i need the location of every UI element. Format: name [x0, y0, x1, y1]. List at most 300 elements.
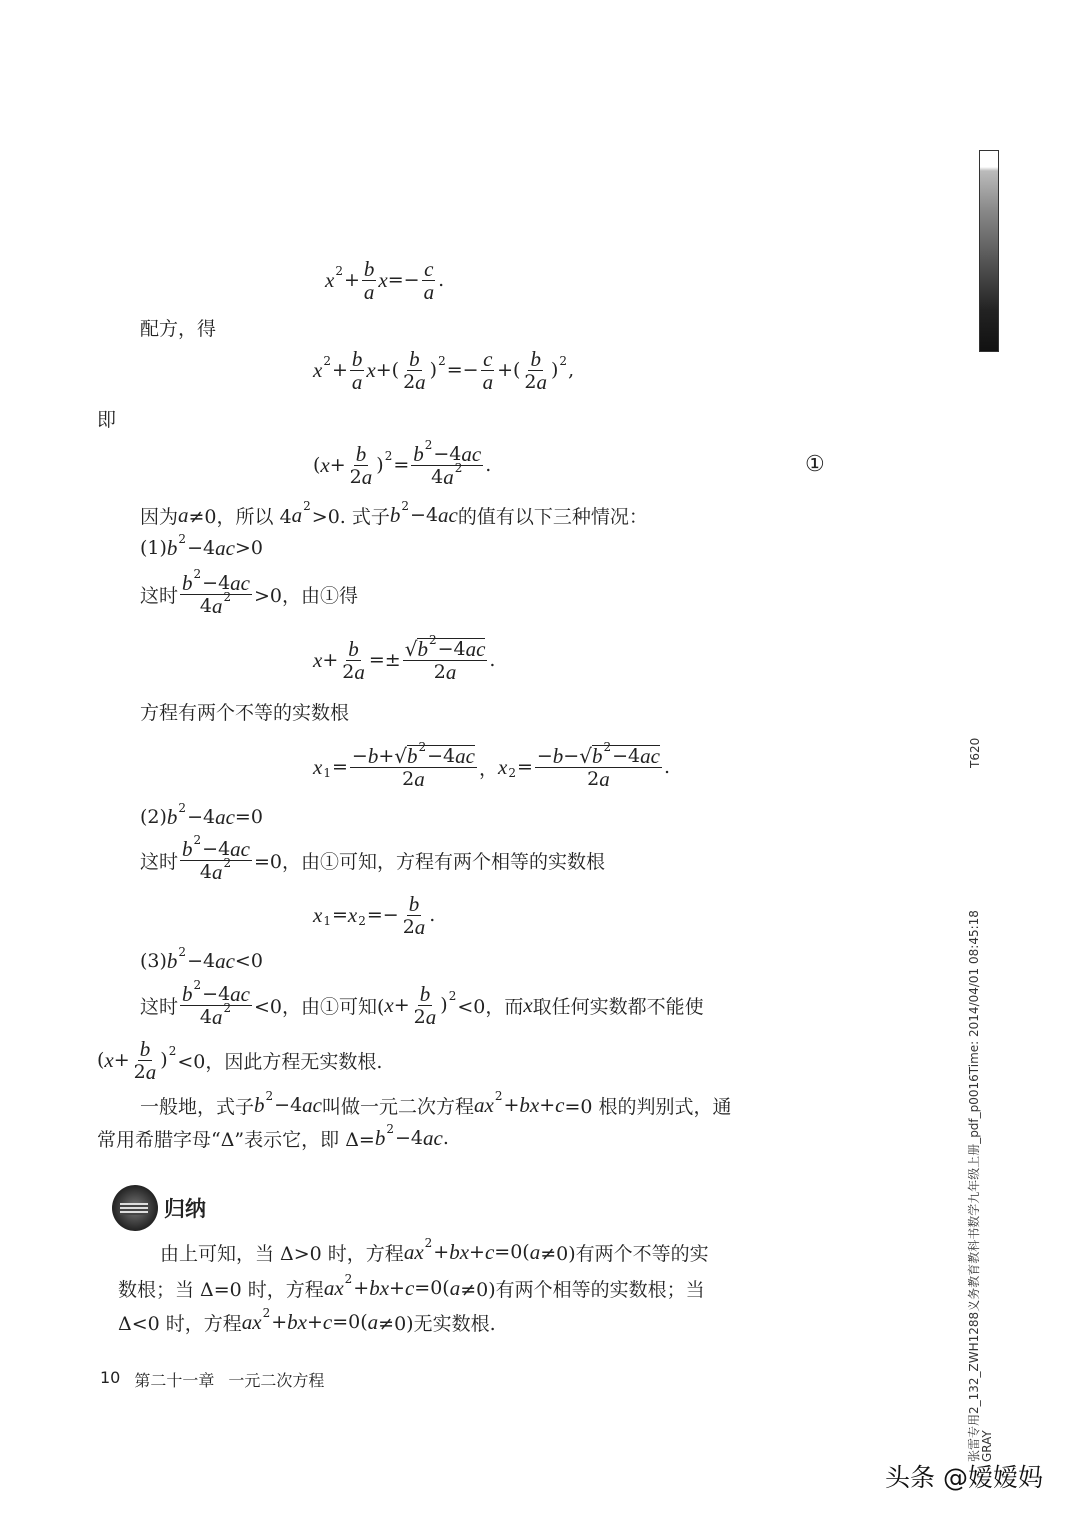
math-variable: ac: [438, 502, 458, 527]
math-variable: c: [555, 1092, 565, 1117]
watermark: 头条 @嫒嫒妈: [885, 1463, 1043, 1492]
text-run: +(: [497, 359, 521, 381]
numerator: [180, 832, 252, 861]
text-run: <0，而: [457, 995, 524, 1018]
text-run: =: [393, 454, 410, 476]
formula-line: [313, 737, 670, 797]
numerator: [407, 348, 422, 371]
subscript: 1: [323, 914, 331, 928]
denominator: [401, 371, 428, 393]
text-run: =: [331, 904, 348, 926]
math-variable: x: [366, 357, 376, 382]
math-variable: x: [325, 267, 335, 292]
math-variable: b: [166, 804, 178, 829]
superscript: 2: [178, 801, 187, 815]
radicand: [591, 740, 660, 768]
superscript: 2: [168, 1044, 177, 1058]
fraction: [481, 348, 496, 393]
superscript: 2: [344, 1272, 353, 1286]
math-variable: b: [348, 636, 359, 661]
text-run: <0，因此方程无实数根.: [177, 1050, 383, 1073]
text-run: −4: [427, 745, 456, 767]
text-run: −4: [274, 1094, 303, 1116]
subscript: 1: [323, 766, 331, 780]
text-run: (3): [140, 950, 167, 972]
text-run: 的值有以下三种情况：: [457, 505, 648, 528]
text-run: =−: [366, 904, 399, 926]
denominator: [522, 371, 549, 393]
fraction: [350, 348, 365, 393]
fraction: [422, 258, 437, 303]
text-run: +: [329, 454, 346, 476]
text-run: 数根；当 Δ=0 时，方程: [118, 1278, 324, 1301]
math-variable: a: [445, 659, 457, 684]
math-variable: ac: [302, 1092, 322, 1117]
text-run: 2: [342, 660, 355, 683]
math-variable: x: [313, 754, 323, 779]
numerator: [422, 258, 435, 281]
denominator: [198, 589, 234, 618]
math-variable: c: [483, 346, 493, 371]
superscript: 2: [223, 589, 232, 604]
text-run: −4: [437, 638, 466, 660]
fraction: [401, 893, 428, 938]
math-variable: b: [552, 743, 564, 768]
superscript: 2: [262, 1306, 271, 1320]
square-root: [394, 740, 475, 768]
chapter-title: 一元二次方程: [228, 1371, 325, 1390]
text-run: =: [516, 756, 533, 778]
numerator: [481, 348, 494, 371]
math-variable: x: [384, 992, 394, 1017]
text-run: =−: [387, 269, 420, 291]
superscript: 2: [438, 354, 446, 368]
denominator: [362, 281, 377, 303]
math-variable: ax: [403, 1239, 424, 1264]
math-variable: a: [211, 859, 223, 884]
text-run: +: [353, 1277, 370, 1299]
text-run: ≠0)无实数根.: [378, 1312, 496, 1335]
fraction: [411, 437, 483, 489]
formula-line: [313, 340, 574, 400]
square-root: [404, 633, 486, 661]
text-run: +: [378, 744, 395, 767]
numerator: [350, 348, 365, 371]
math-variable: a: [351, 369, 363, 394]
math-variable: a: [211, 593, 223, 618]
math-variable: a: [425, 1004, 437, 1029]
text-run: 2: [349, 465, 362, 488]
text-run: 这时: [140, 850, 179, 873]
text-run: 4: [199, 1005, 212, 1028]
text-run: −: [351, 744, 368, 767]
text-run: (1): [140, 537, 167, 559]
equation-marker: ①: [805, 452, 825, 477]
superscript: 2: [428, 633, 437, 647]
denominator: [412, 1006, 439, 1028]
math-variable: x: [320, 452, 330, 477]
text-run: >0. 式子: [311, 505, 390, 528]
text-run: =0(: [414, 1277, 450, 1299]
math-variable: a: [354, 659, 365, 684]
superscript: 2: [335, 264, 343, 278]
text-run: >0，由①得: [254, 584, 359, 607]
radical-sign-icon: √: [404, 636, 418, 661]
text-run: ): [376, 454, 384, 476]
text-run: −4: [202, 982, 231, 1005]
text-run: 这时: [140, 584, 179, 607]
text-run: −4: [187, 537, 216, 559]
math-variable: ac: [230, 981, 250, 1006]
math-variable: a: [414, 766, 425, 791]
fraction: [180, 832, 252, 884]
text-run: +: [322, 649, 339, 671]
numerator: [528, 348, 543, 371]
superscript: 2: [401, 499, 410, 513]
text-run: .: [438, 269, 445, 291]
denominator: [400, 768, 427, 790]
square-root: [579, 740, 660, 768]
math-variable: a: [291, 502, 303, 527]
numerator: [138, 1038, 153, 1061]
text-run: 2: [133, 1060, 146, 1083]
fraction: [403, 633, 488, 684]
page-number: 10: [100, 1368, 121, 1387]
radical-sign-icon: √: [579, 743, 592, 768]
text-run: 2: [403, 370, 416, 393]
text-run: +: [433, 1241, 450, 1263]
math-variable: x: [497, 754, 508, 779]
math-variable: b: [363, 256, 375, 281]
math-variable: ac: [230, 570, 250, 595]
math-variable: c: [424, 256, 434, 281]
text-run: +: [307, 1311, 323, 1333]
superscript: 2: [603, 740, 612, 754]
math-variable: a: [529, 1239, 541, 1264]
text-line: [140, 830, 605, 890]
text-run: ): [160, 1049, 168, 1071]
superscript: 2: [494, 1089, 503, 1103]
text-line: [140, 975, 704, 1035]
text-run: +: [469, 1241, 485, 1263]
math-variable: c: [404, 1275, 415, 1300]
text-run: (2): [140, 806, 167, 828]
fraction: [401, 348, 428, 393]
text-run: 2: [524, 370, 537, 393]
numerator: [346, 638, 361, 661]
subscript: 2: [508, 766, 516, 780]
text-run: 4: [431, 465, 444, 488]
denominator: [350, 371, 365, 393]
text-run: =0，由①可知，方程有两个相等的实数根: [254, 850, 606, 873]
math-variable: b: [413, 441, 424, 466]
math-variable: b: [591, 744, 603, 768]
math-variable: bx: [287, 1309, 307, 1334]
text-run: +: [389, 1277, 405, 1299]
summary-heading-label: 归纳: [164, 1197, 206, 1221]
page-footer: [100, 1368, 324, 1391]
text-run: +: [343, 269, 360, 291]
math-variable: a: [423, 279, 435, 304]
superscript: 2: [323, 354, 331, 368]
superscript: 2: [424, 437, 433, 452]
math-variable: b: [409, 346, 420, 371]
math-variable: bx: [369, 1275, 390, 1300]
math-variable: a: [449, 1275, 461, 1300]
numerator: [407, 893, 422, 916]
radicand: [417, 633, 486, 661]
math-variable: x: [347, 902, 358, 927]
text-run: ≠0，所以 4: [188, 505, 292, 528]
math-variable: b: [182, 981, 193, 1006]
math-variable: b: [417, 637, 428, 661]
numerator: [418, 983, 433, 1006]
text-run: 由上可知，当 Δ>0 时，方程: [160, 1242, 404, 1265]
text-run: −4: [410, 504, 439, 526]
numerator: [411, 437, 483, 466]
superscript: 2: [559, 354, 568, 368]
text-run: ，: [478, 757, 498, 780]
math-variable: a: [599, 766, 610, 791]
text-run: 这时: [140, 995, 179, 1018]
text-run: −4: [433, 442, 462, 465]
numerator: [362, 258, 377, 281]
text-run: 2: [402, 915, 415, 938]
denominator: [401, 916, 428, 938]
math-variable: b: [182, 570, 193, 595]
text-run: +: [271, 1311, 288, 1333]
text-line: [97, 388, 116, 448]
math-variable: a: [536, 369, 547, 394]
superscript: 2: [303, 499, 311, 513]
math-variable: a: [482, 369, 494, 394]
text-run: 即: [97, 408, 117, 431]
text-run: 常用希腊字母“Δ”表示它，即 Δ=: [97, 1128, 375, 1151]
math-variable: x: [378, 267, 388, 292]
math-variable: b: [166, 535, 178, 560]
numerator: [180, 566, 252, 595]
numerator: [354, 443, 369, 466]
denominator: [198, 1000, 234, 1029]
book-stack-icon: [112, 1185, 158, 1231]
text-run: 方程有两个不等的实数根: [140, 701, 350, 724]
math-variable: b: [139, 1036, 151, 1061]
text-run: 因为: [140, 505, 179, 528]
superscript: 2: [454, 460, 463, 475]
text-run: −4: [612, 745, 641, 767]
text-run: 叫做一元二次方程: [322, 1095, 475, 1118]
math-variable: bx: [519, 1092, 540, 1117]
text-run: .: [485, 454, 492, 476]
text-run: =: [331, 756, 348, 778]
math-variable: b: [355, 441, 367, 466]
math-variable: x: [313, 902, 323, 927]
superscript: 2: [223, 855, 232, 870]
denominator: [422, 281, 437, 303]
text-run: =0(: [332, 1311, 368, 1333]
text-run: (: [97, 1049, 105, 1071]
scan-info: 张雷专用2_132_ZWH1288义务教育教科书数学九年级上册_pdf_p0016Time: 2014/04/01 08:45:18: [967, 910, 981, 1462]
superscript: 2: [448, 989, 457, 1003]
fraction: [535, 740, 662, 791]
summary-line: [118, 1292, 496, 1352]
numerator: [180, 977, 252, 1006]
text-run: −: [536, 744, 553, 767]
text-run: =0(: [494, 1241, 530, 1263]
numerator: [403, 633, 488, 661]
text-run: 2: [402, 767, 415, 790]
math-variable: a: [211, 1004, 223, 1029]
text-run: 2: [433, 660, 446, 683]
superscript: 2: [386, 1122, 394, 1136]
fraction: [350, 740, 477, 791]
math-variable: x: [104, 1047, 114, 1072]
text-run: −4: [394, 1127, 423, 1149]
math-variable: a: [363, 279, 375, 304]
text-run: .: [663, 756, 670, 778]
math-variable: ac: [230, 836, 250, 861]
superscript: 2: [384, 449, 393, 463]
text-run: +: [503, 1094, 520, 1116]
text-run: 配方，得: [140, 317, 217, 340]
text-run: −4: [202, 837, 231, 860]
text-run: =−: [446, 359, 479, 381]
denominator: [585, 768, 612, 790]
text-run: =0: [234, 806, 263, 828]
text-run: +(: [375, 359, 400, 381]
text-run: <0，由①可知(: [254, 995, 385, 1018]
math-variable: b: [182, 836, 193, 861]
text-run: =0 根的判别式，通: [564, 1095, 732, 1118]
math-variable: b: [406, 744, 418, 768]
superscript: 2: [178, 945, 187, 959]
superscript: 2: [424, 1236, 433, 1250]
text-run: ≠0)有两个相等的实数根；当: [460, 1278, 705, 1301]
grayscale-calibration-bar: [979, 150, 999, 352]
text-run: −: [563, 744, 580, 767]
math-variable: b: [408, 891, 420, 916]
math-variable: a: [414, 914, 426, 939]
math-variable: b: [166, 948, 178, 973]
math-variable: a: [443, 464, 454, 489]
math-variable: ac: [423, 1125, 443, 1150]
fraction: [362, 258, 377, 303]
math-variable: ac: [461, 441, 482, 466]
denominator: [481, 371, 496, 393]
chapter-number: 第二十一章: [134, 1371, 215, 1390]
math-variable: bx: [449, 1239, 470, 1264]
fraction: [348, 443, 375, 488]
superscript: 2: [418, 740, 427, 754]
math-variable: ac: [215, 535, 235, 560]
math-variable: b: [367, 743, 379, 768]
fraction: [412, 983, 439, 1028]
superscript: 2: [193, 977, 202, 992]
text-run: ≠0)有两个不等的实: [540, 1242, 709, 1265]
math-variable: a: [415, 369, 426, 394]
numerator: [535, 740, 662, 768]
fraction: [180, 977, 252, 1029]
text-line: [140, 564, 358, 624]
superscript: 2: [178, 532, 187, 546]
text-run: =±: [368, 649, 401, 671]
math-variable: b: [374, 1125, 386, 1150]
math-variable: ac: [465, 637, 486, 661]
fraction: [340, 638, 367, 683]
text-run: .: [489, 649, 496, 671]
math-variable: ac: [640, 744, 660, 768]
math-variable: b: [530, 346, 541, 371]
text-run: ): [551, 359, 559, 381]
text-run: 4: [199, 594, 212, 617]
math-variable: c: [322, 1309, 333, 1334]
math-variable: ac: [215, 804, 235, 829]
superscript: 2: [193, 566, 202, 581]
text-run: .: [442, 1127, 449, 1149]
math-variable: ac: [455, 744, 475, 768]
radical-sign-icon: √: [394, 743, 407, 768]
numerator: [350, 740, 477, 768]
text-run: −4: [202, 571, 231, 594]
text-run: +: [393, 994, 410, 1016]
math-variable: ac: [215, 948, 235, 973]
math-variable: a: [145, 1059, 157, 1084]
math-variable: a: [178, 502, 189, 527]
math-variable: b: [419, 981, 431, 1006]
scan-mode: GRAY: [980, 1430, 994, 1462]
radicand: [406, 740, 475, 768]
math-variable: ax: [474, 1092, 494, 1117]
denominator: [432, 661, 459, 683]
text-line: [140, 681, 349, 741]
text-run: +: [331, 359, 348, 381]
fraction: [180, 566, 252, 618]
scan-code: T620: [968, 737, 982, 768]
text-run: <0: [234, 950, 263, 972]
text-line: [140, 297, 216, 357]
math-variable: ax: [241, 1309, 262, 1334]
denominator: [198, 855, 234, 884]
math-variable: b: [389, 502, 401, 527]
text-run: ): [440, 994, 448, 1016]
denominator: [340, 661, 367, 683]
text-run: −4: [187, 950, 216, 972]
text-run: 2: [587, 767, 600, 790]
text-line: [97, 1108, 449, 1168]
math-variable: b: [254, 1092, 265, 1117]
text-run: +: [113, 1049, 130, 1071]
superscript: 2: [223, 1000, 232, 1015]
math-variable: x: [523, 992, 533, 1017]
math-variable: a: [367, 1309, 379, 1334]
text-run: +: [539, 1094, 556, 1116]
text-run: ,: [568, 359, 575, 381]
math-variable: x: [313, 647, 323, 672]
formula-line: [325, 250, 444, 310]
text-run: ): [429, 359, 438, 381]
text-run: 一般地，式子: [140, 1095, 255, 1118]
subscript: 2: [358, 914, 366, 928]
math-variable: c: [484, 1239, 495, 1264]
math-variable: a: [361, 464, 373, 489]
text-run: −4: [187, 806, 216, 828]
text-run: 2: [413, 1005, 426, 1028]
superscript: 2: [265, 1089, 274, 1103]
text-run: >0: [234, 537, 263, 559]
fraction: [522, 348, 549, 393]
superscript: 2: [193, 832, 202, 847]
math-variable: ax: [323, 1275, 344, 1300]
